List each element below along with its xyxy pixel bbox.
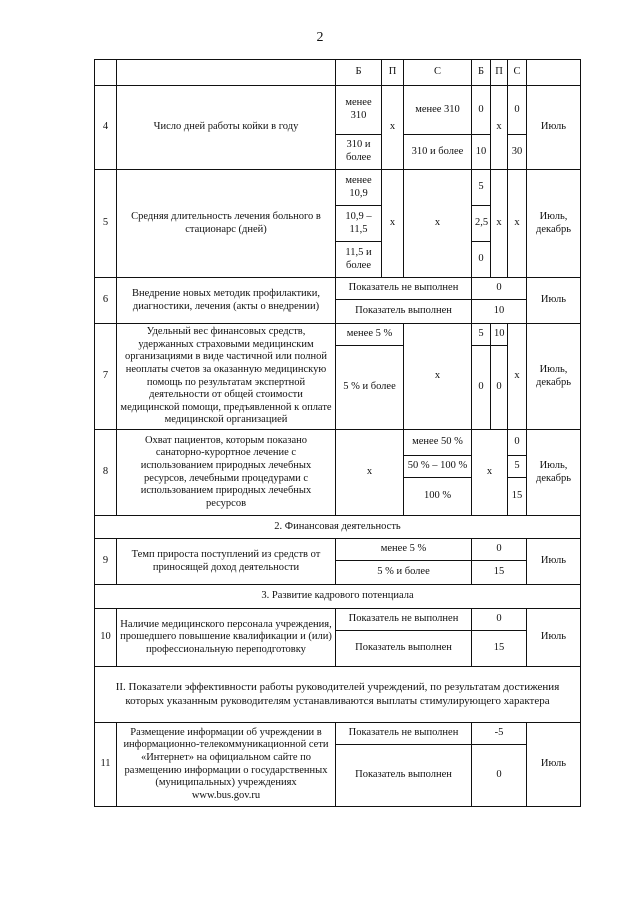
row-number: 10 (95, 609, 117, 667)
row-number: 8 (95, 430, 117, 516)
score-b: 0 (472, 242, 491, 278)
criterion-b: 10,9 – 11,5 (336, 206, 382, 242)
criterion-bp: х (336, 430, 404, 516)
criterion-c: х (404, 170, 472, 278)
indicator-name: Средняя длительность лечения больного в стационарс (дней) (117, 170, 336, 278)
criterion-b: 11,5 и более (336, 242, 382, 278)
criterion-b: менее 310 (336, 86, 382, 135)
header-b: Б (336, 60, 382, 86)
row-number: 6 (95, 278, 117, 324)
score-merged: -5 (472, 723, 527, 745)
indicator-name: Темп прироста поступлений из средств от приносящей доход деятельности (117, 539, 336, 585)
score-b: 2,5 (472, 206, 491, 242)
score-merged: 15 (472, 561, 527, 585)
period: Июль (527, 723, 581, 807)
criterion-c: менее 50 % (404, 430, 472, 456)
score-merged: 15 (472, 631, 527, 667)
section-row (95, 585, 581, 609)
score-b: 0 (472, 346, 491, 430)
period: Июль (527, 539, 581, 585)
score-c: х (508, 324, 527, 430)
indicator-name: Число дней работы койки в году (117, 86, 336, 170)
score-b: 10 (472, 135, 491, 170)
criterion-merged: 5 % и более (336, 561, 472, 585)
row-number: 7 (95, 324, 117, 430)
period: Июль (527, 278, 581, 324)
criterion-c: менее 310 (404, 86, 472, 135)
table-row (95, 539, 581, 561)
row-number: 11 (95, 723, 117, 807)
criterion-bp: 5 % и более (336, 346, 404, 430)
criterion-b: менее 10,9 (336, 170, 382, 206)
criterion-c: х (404, 324, 472, 430)
row-number: 5 (95, 170, 117, 278)
score-p: 0 (491, 346, 508, 430)
criterion-merged: Показатель выполнен (336, 631, 472, 667)
period: Июль (527, 86, 581, 170)
score-p: 10 (491, 324, 508, 346)
criterion-merged: Показатель не выполнен (336, 723, 472, 745)
table-row (95, 430, 581, 456)
table-header-row (95, 60, 581, 86)
score-merged: 0 (472, 278, 527, 300)
criterion-bp: менее 5 % (336, 324, 404, 346)
period: Июль, декабрь (527, 170, 581, 278)
header-empty-num (95, 60, 117, 86)
criterion-b: 310 и более (336, 135, 382, 170)
criterion-merged: Показатель выполнен (336, 745, 472, 807)
header-p2: П (491, 60, 508, 86)
score-c: 30 (508, 135, 527, 170)
score-b: 5 (472, 170, 491, 206)
criterion-merged: Показатель не выполнен (336, 278, 472, 300)
criterion-c: 50 % – 100 % (404, 456, 472, 478)
period: Июль (527, 609, 581, 667)
header-c2: С (508, 60, 527, 86)
row-number: 9 (95, 539, 117, 585)
table-row (95, 278, 581, 300)
score-b: 0 (472, 86, 491, 135)
score-p: х (491, 170, 508, 278)
table-row (95, 170, 581, 206)
header-c: С (404, 60, 472, 86)
criterion-c: 100 % (404, 478, 472, 516)
header-b2: Б (472, 60, 491, 86)
indicators-table (94, 59, 581, 807)
score-c: 5 (508, 456, 527, 478)
criterion-merged: Показатель не выполнен (336, 609, 472, 631)
indicator-name: Наличие медицинского персонала учреждения, прошедшего повышение квалификации и (или) профессиональную переподготовку (117, 609, 336, 667)
table-row (95, 723, 581, 745)
score-merged: 10 (472, 300, 527, 324)
table-row (95, 86, 581, 135)
score-p: х (491, 86, 508, 170)
indicator-name: Размещение информации об учреждении в информационно-телекоммуникационной сети «Интернет» на официальном сайте по размещению информации о государственных (муниципальных) учреждениях www.bus.gov.ru (117, 723, 336, 807)
row-number: 4 (95, 86, 117, 170)
score-b: 5 (472, 324, 491, 346)
score-c: 15 (508, 478, 527, 516)
criterion-p: х (382, 86, 404, 170)
score-c: 0 (508, 430, 527, 456)
score-merged: 0 (472, 539, 527, 561)
period: Июль, декабрь (527, 324, 581, 430)
page-number: 2 (316, 30, 324, 45)
section-row (95, 516, 581, 539)
score-merged: 0 (472, 745, 527, 807)
score-c: 0 (508, 86, 527, 135)
header-empty-period (527, 60, 581, 86)
indicator-name: Внедрение новых методик профилактики, диагностики, лечения (акты о внедрении) (117, 278, 336, 324)
section-ii-title: II. Показатели эффективности работы руководителей учреждений, по результатам достижения которых указанным руководителям устанавливаются выплаты стимулирующего характера (95, 667, 581, 723)
table-row (95, 609, 581, 631)
criterion-p: х (382, 170, 404, 278)
indicator-name: Охват пациентов, которым показано санаторно-курортное лечение с использованием природных лечебных ресурсов, лечебными процедурами с использованием природных лечебных ресурсов (117, 430, 336, 516)
score-merged: 0 (472, 609, 527, 631)
header-empty-name (117, 60, 336, 86)
score-c: х (508, 170, 527, 278)
score-bp: х (472, 430, 508, 516)
criterion-c: 310 и более (404, 135, 472, 170)
header-p: П (382, 60, 404, 86)
table-row (95, 324, 581, 346)
period: Июль, декабрь (527, 430, 581, 516)
section-title: 2. Финансовая деятельность (95, 516, 581, 539)
indicator-name: Удельный вес финансовых средств, удержанных страховыми медицинским организациями в виде частичной или полной неоплаты счетов за оказанную медицинскую помощь по результатам экспертной деятельности от общей стоимости медицинской помощи, предъявленной к оплате медицинской организацией (117, 324, 336, 430)
criterion-merged: Показатель выполнен (336, 300, 472, 324)
section-row (95, 667, 581, 723)
section-title: 3. Развитие кадрового потенциала (95, 585, 581, 609)
criterion-merged: менее 5 % (336, 539, 472, 561)
